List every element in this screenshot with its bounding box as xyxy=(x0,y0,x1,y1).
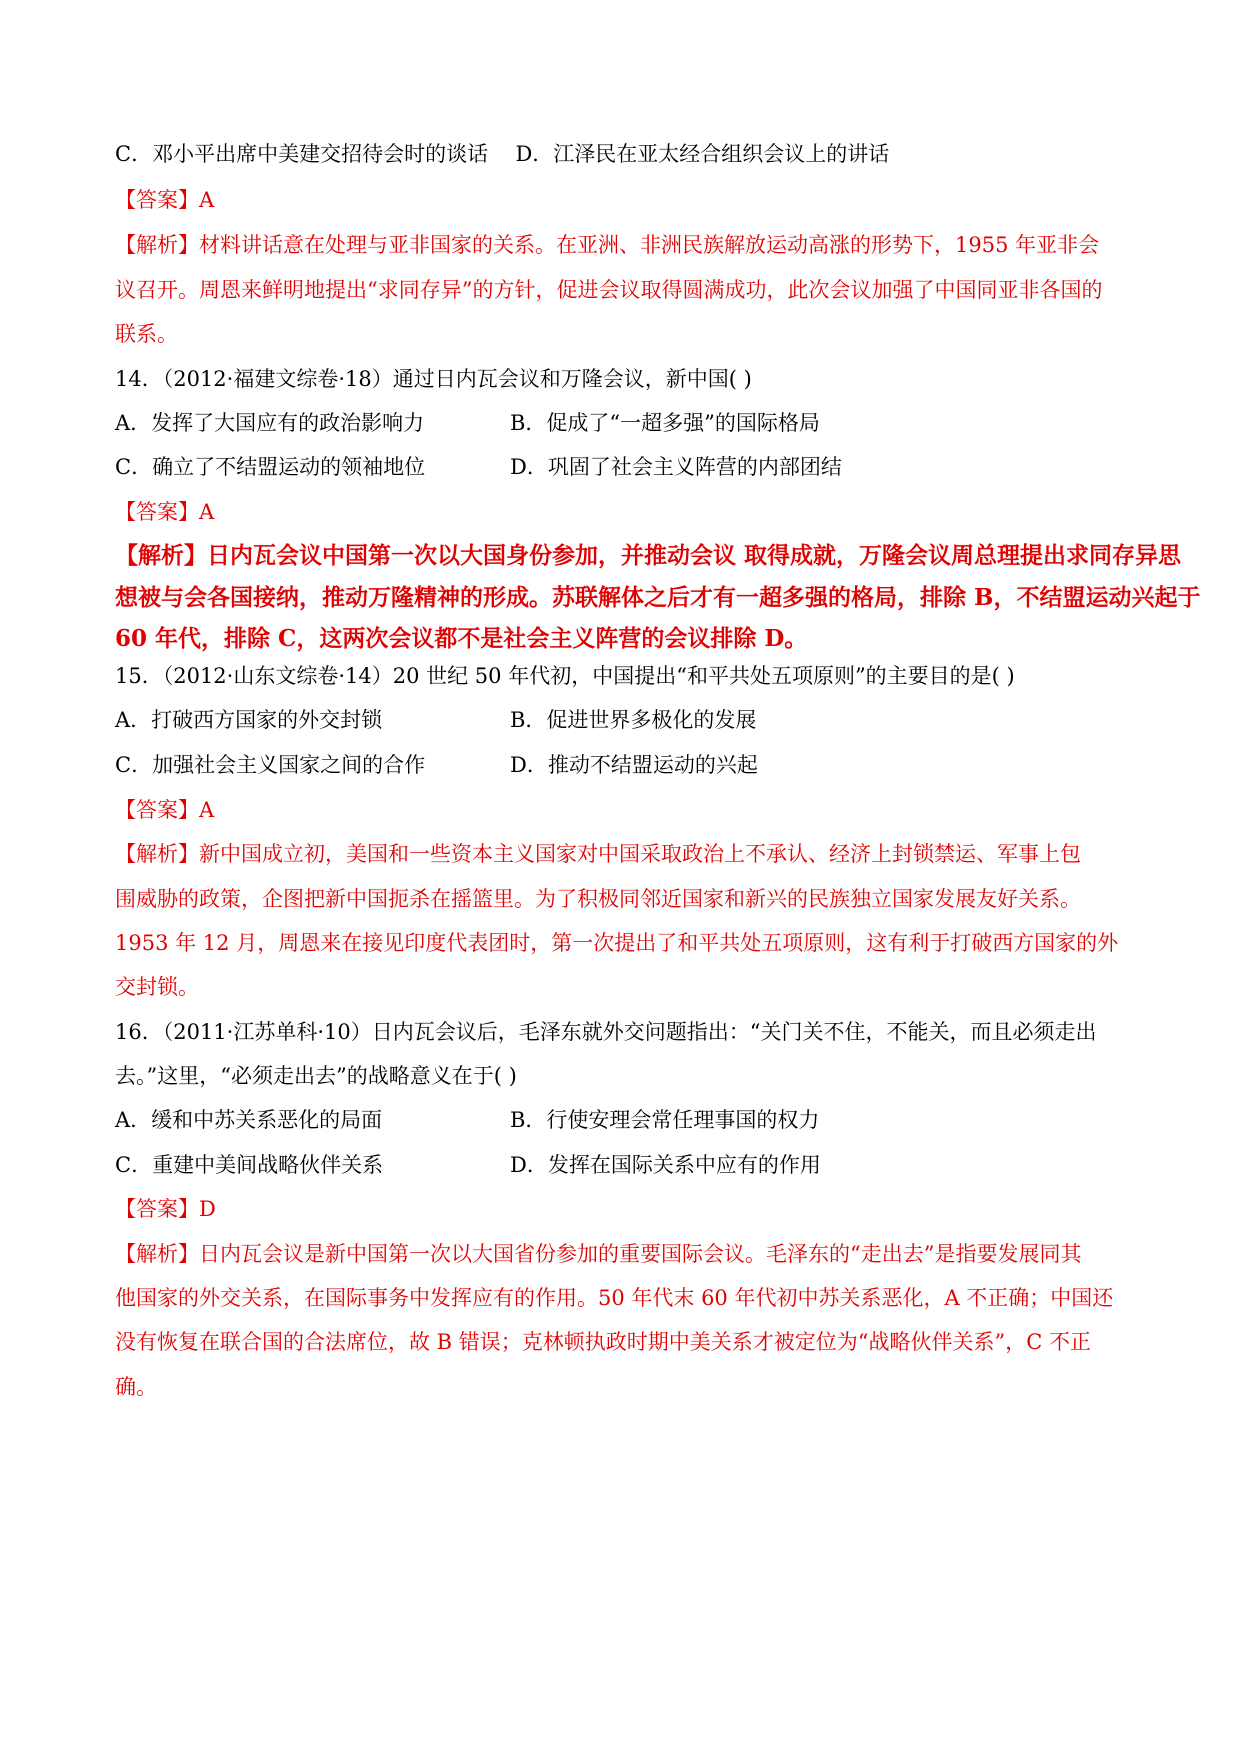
q14-analysis-line: 想被与会各国接纳，推动万隆精神的形成。苏联解体之后才有一超多强的格局，排除 B，不结盟运动兴起于 xyxy=(115,584,1201,611)
q13-answer: 【答案】A xyxy=(115,188,215,212)
q14-option-b: B．促成了“一超多强”的国际格局 xyxy=(510,411,820,435)
q15-analysis-line: 围威胁的政策，企图把新中国扼杀在摇篮里。为了积极同邻近国家和新兴的民族独立国家发展友好关系。 xyxy=(115,887,1081,911)
q13-option-c: C．邓小平出席中美建交招待会时的谈话 xyxy=(115,142,489,166)
q15-stem: 15．（2012·山东文综卷·14）20 世纪 50 年代初，中国提出“和平共处五项原则”的主要目的是( ) xyxy=(115,664,1015,688)
q16-analysis-line: 他国家的外交关系，在国际事务中发挥应有的作用。50 年代末 60 年代初中苏关系恶化，A 不正确；中国还 xyxy=(115,1286,1114,1310)
q16-analysis-line: 【解析】日内瓦会议是新中国第一次以大国省份参加的重要国际会议。毛泽东的“走出去”是指要发展同其 xyxy=(115,1242,1082,1266)
q14-analysis-line: 60 年代，排除 C，这两次会议都不是社会主义阵营的会议排除 D。 xyxy=(115,625,808,652)
q16-option-d: D．发挥在国际关系中应有的作用 xyxy=(510,1153,821,1177)
q14-answer: 【答案】A xyxy=(115,500,215,524)
q15-option-a: A．打破西方国家的外交封锁 xyxy=(115,708,383,732)
q15-option-c: C．加强社会主义国家之间的合作 xyxy=(115,753,426,777)
q13-analysis-line: 【解析】材料讲话意在处理与亚非国家的关系。在亚洲、非洲民族解放运动高涨的形势下，1955 年亚非会 xyxy=(115,233,1100,257)
q16-analysis-line: 确。 xyxy=(115,1375,157,1399)
q16-options-ab xyxy=(115,1106,820,1134)
q15-analysis-line: 【解析】新中国成立初，美国和一些资本主义国家对中国采取政治上不承认、经济上封锁禁运、军事上包 xyxy=(115,842,1081,866)
q15-option-b: B．促进世界多极化的发展 xyxy=(510,708,757,732)
q14-options-cd xyxy=(115,453,842,481)
q16-stem-line: 16．（2011·江苏单科·10）日内瓦会议后，毛泽东就外交问题指出：“关门关不住，不能关，而且必须走出 xyxy=(115,1020,1097,1044)
q16-stem-line: 去。”这里，“必须走出去”的战略意义在于( ) xyxy=(115,1064,517,1088)
q16-option-a: A．缓和中苏关系恶化的局面 xyxy=(115,1108,383,1132)
q16-options-cd xyxy=(115,1151,821,1179)
q14-options-ab xyxy=(115,409,820,437)
q14-option-c: C．确立了不结盟运动的领袖地位 xyxy=(115,455,426,479)
q15-option-d: D．推动不结盟运动的兴起 xyxy=(510,753,758,777)
q16-answer: 【答案】D xyxy=(115,1197,216,1221)
q13-options-cd xyxy=(115,140,889,168)
q16-option-c: C．重建中美间战略伙伴关系 xyxy=(115,1153,384,1177)
q15-options-ab xyxy=(115,706,757,734)
q13-analysis-line: 议召开。周恩来鲜明地提出“求同存异”的方针，促进会议取得圆满成功，此次会议加强了中国同亚非各国的 xyxy=(115,278,1103,302)
q14-option-a: A．发挥了大国应有的政治影响力 xyxy=(115,411,425,435)
q13-analysis-line: 联系。 xyxy=(115,322,178,346)
q15-analysis-line: 交封锁。 xyxy=(115,975,199,999)
q15-answer: 【答案】A xyxy=(115,798,215,822)
q14-option-d: D．巩固了社会主义阵营的内部团结 xyxy=(510,455,842,479)
q16-analysis-line: 没有恢复在联合国的合法席位，故 B 错误；克林顿执政时期中美关系才被定位为“战略伙伴关系”，C 不正 xyxy=(115,1330,1091,1354)
q14-stem: 14．（2012·福建文综卷·18）通过日内瓦会议和万隆会议，新中国( ) xyxy=(115,367,752,391)
q15-analysis-line: 1953 年 12 月，周恩来在接见印度代表团时，第一次提出了和平共处五项原则，这有利于打破西方国家的外 xyxy=(115,931,1119,955)
q15-options-cd xyxy=(115,751,758,779)
q13-option-d: D．江泽民在亚太经合组织会议上的讲话 xyxy=(515,142,890,166)
q16-option-b: B．行使安理会常任理事国的权力 xyxy=(510,1108,820,1132)
q14-analysis-line: 【解析】日内瓦会议中国第一次以大国身份参加，并推动会议 取得成就，万隆会议周总理提出求同存异思 xyxy=(115,542,1182,569)
